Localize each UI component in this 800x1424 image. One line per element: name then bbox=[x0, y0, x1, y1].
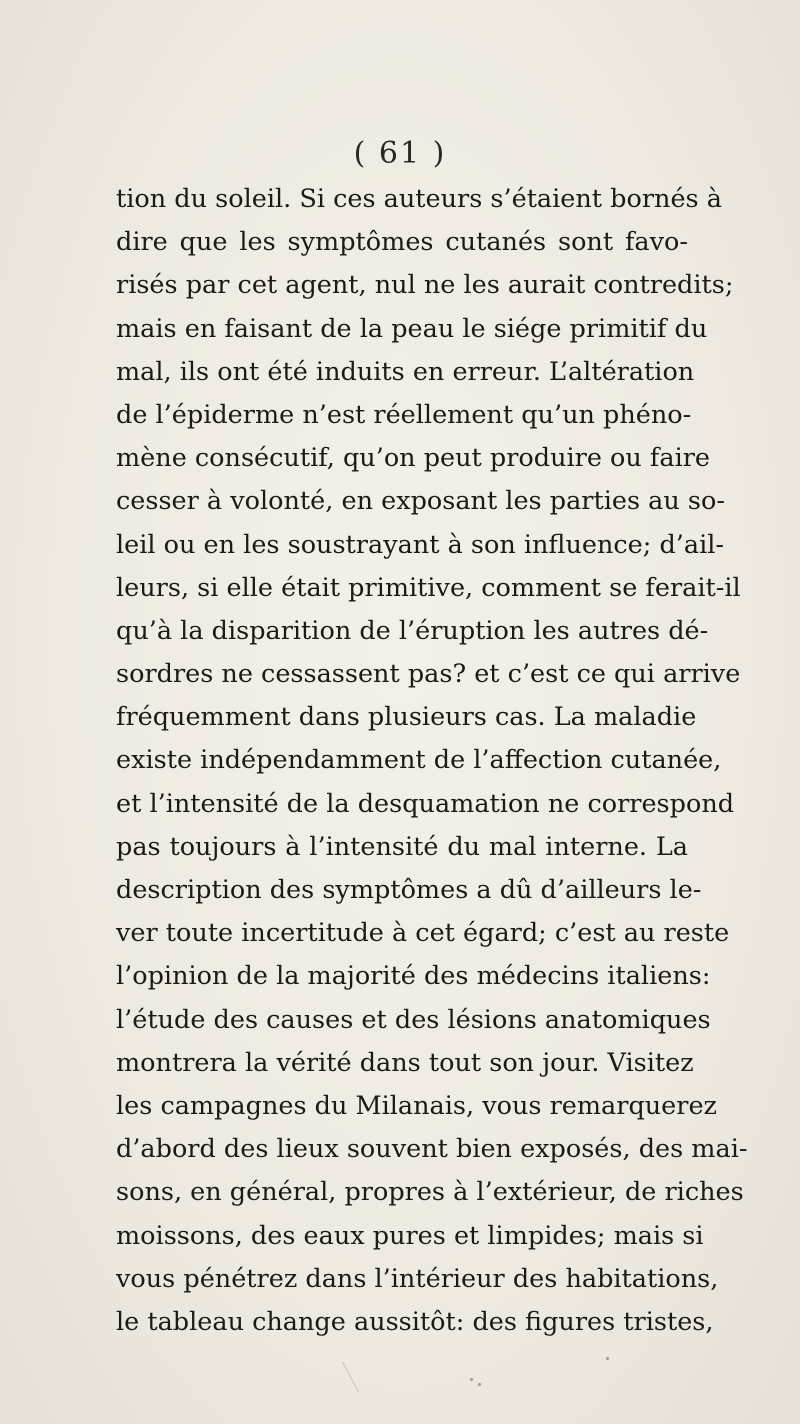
text-line: risés par cet agent, nul ne les aurait contredits; bbox=[116, 270, 734, 301]
text-line: de l’épiderme n’est réellement qu’un phéno- bbox=[116, 399, 692, 430]
text-line: mène consécutif, qu’on peut produire ou faire bbox=[116, 443, 711, 474]
text-line: moissons, des eaux pures et limpides; mais si bbox=[116, 1220, 704, 1251]
text-line: existe indépendamment de l’affection cutanée, bbox=[116, 745, 722, 776]
text-line: leil ou en les soustrayant à son influence; d’ail- bbox=[116, 529, 725, 560]
text-line: fréquemment dans plusieurs cas. La maladie bbox=[116, 702, 697, 733]
page-number: ( 61 ) bbox=[353, 136, 447, 171]
text-line: l’étude des causes et des lésions anatomiques bbox=[116, 1004, 711, 1035]
text-line: mais en faisant de la peau le siége primitif du bbox=[116, 313, 708, 344]
text-line: qu’à la disparition de l’éruption les autres dé- bbox=[116, 615, 709, 646]
paper-speck bbox=[606, 1357, 609, 1360]
text-line: cesser à volonté, en exposant les parties au so- bbox=[116, 486, 725, 517]
text-line: tion du soleil. Si ces auteurs s’étaient bornés à bbox=[116, 184, 722, 214]
body-text bbox=[116, 178, 748, 1344]
text-line: montrera la vérité dans tout son jour. Visitez bbox=[116, 1047, 694, 1078]
text-line: d’abord des lieux souvent bien exposés, des mai- bbox=[116, 1134, 748, 1165]
text-line: ver toute incertitude à cet égard; c’est au reste bbox=[116, 918, 730, 949]
text-line: le tableau change aussitôt: des figures tristes, bbox=[116, 1306, 714, 1337]
text-line: dire que les symptômes cutanés sont favo- bbox=[116, 227, 688, 258]
text-line: mal, ils ont été induits en erreur. L’altération bbox=[116, 356, 695, 387]
text-line: l’opinion de la majorité des médecins italiens: bbox=[116, 961, 711, 992]
text-line: les campagnes du Milanais, vous remarquerez bbox=[116, 1090, 717, 1121]
text-line: leurs, si elle était primitive, comment se ferait-il bbox=[116, 572, 741, 603]
text-line: description des symptômes a dû d’ailleurs le- bbox=[116, 875, 702, 905]
text-line: pas toujours à l’intensité du mal interne. La bbox=[116, 831, 688, 862]
text-line: et l’intensité de la desquamation ne correspond bbox=[116, 788, 735, 819]
text-line: sons, en général, propres à l’extérieur, de riches bbox=[116, 1177, 744, 1208]
paper-speck bbox=[470, 1378, 473, 1381]
paper-speck bbox=[478, 1383, 481, 1386]
paper-mark bbox=[342, 1362, 359, 1392]
text-line: vous pénétrez dans l’intérieur des habitations, bbox=[116, 1263, 719, 1294]
text-line: sordres ne cessassent pas? et c’est ce qui arrive bbox=[116, 659, 741, 690]
